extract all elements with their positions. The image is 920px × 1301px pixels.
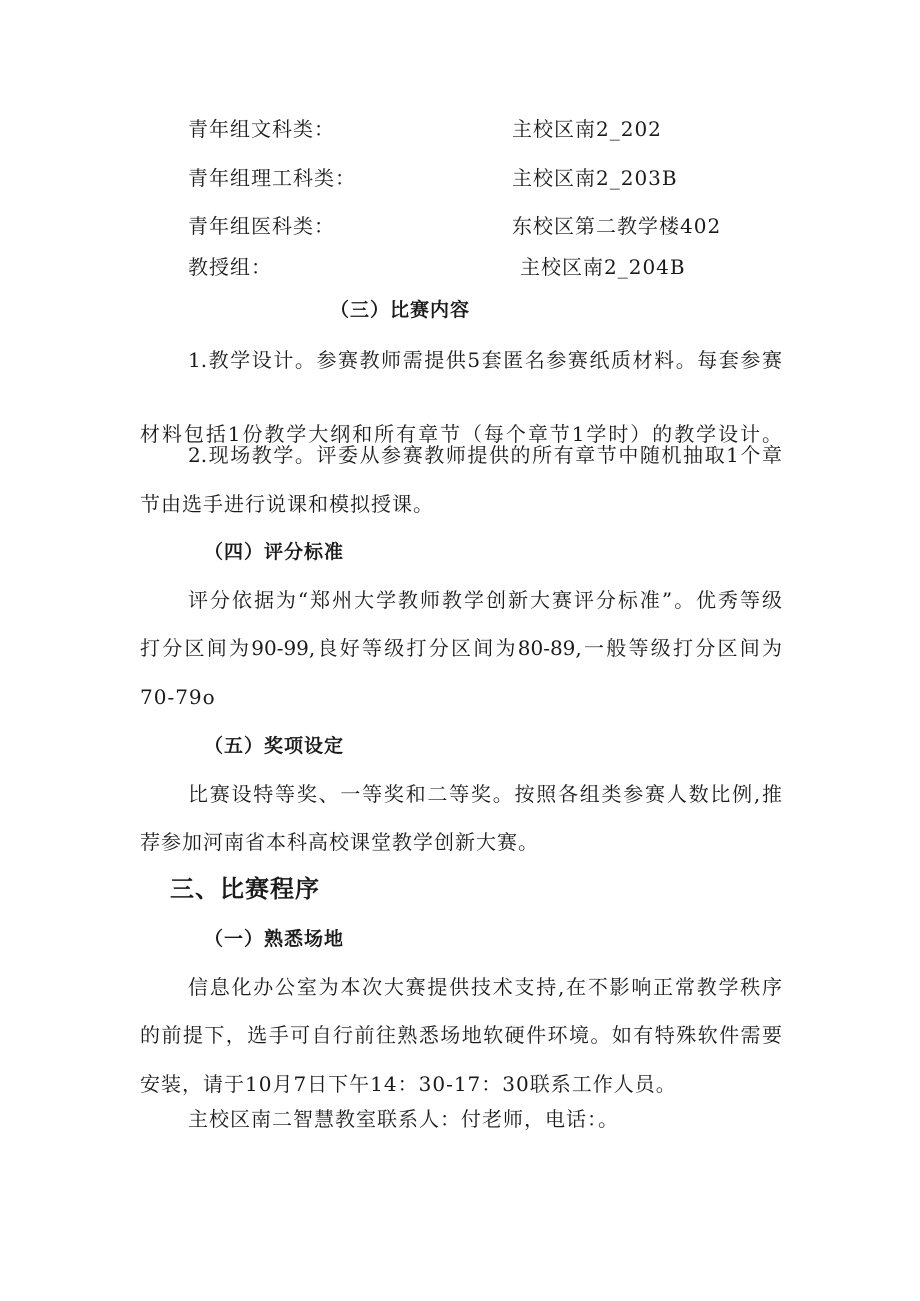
paragraph-line: 信息化办公室为本次大赛提供技术支持,在不影响正常教学秩序: [188, 975, 782, 999]
paragraph-line: 1.教学设计。参赛教师需提供5套匿名参赛纸质材料。每套参赛: [188, 348, 782, 372]
section-heading-scoring: （四）评分标准: [204, 541, 345, 563]
section-heading-awards: （五）奖项设定: [204, 735, 345, 757]
paragraph-line: 70-79o: [140, 685, 216, 709]
venue-place: 主校区南2_204B: [520, 255, 686, 279]
section-heading-venue-familiarization: （一）熟悉场地: [204, 928, 345, 950]
venue-place: 东校区第二教学楼402: [512, 214, 722, 238]
venue-group-label: 青年组理工科类：: [188, 166, 356, 190]
contact-line: 主校区南二智慧教室联系人：付老师，电话：。: [188, 1107, 619, 1131]
paragraph-line: 打分区间为90-99,良好等级打分区间为80-89,一般等级打分区间为: [140, 636, 782, 660]
paragraph-line: 安装，请于10月7日下午14：30-17：30联系工作人员。: [140, 1072, 677, 1096]
section-heading-content: （三）比赛内容: [330, 299, 471, 321]
venue-group-label: 青年组医科类：: [188, 214, 335, 238]
venue-place: 主校区南2_203B: [512, 166, 678, 190]
chapter-heading-procedure: 三、比赛程序: [170, 875, 320, 903]
paragraph-line: 的前提下，选手可自行前往熟悉场地软硬件环境。如有特殊软件需要: [140, 1023, 782, 1047]
paragraph-line: 荐参加河南省本科高校课堂教学创新大赛。: [140, 830, 539, 854]
paragraph-line: 评分依据为“郑州大学教师教学创新大赛评分标准”。优秀等级: [188, 588, 782, 612]
paragraph-line: 比赛设特等奖、一等奖和二等奖。按照各组类参赛人数比例,推: [188, 782, 782, 806]
paragraph-line: 节由选手进行说课和模拟授课。: [140, 492, 434, 516]
venue-group-label: 教授组：: [188, 255, 272, 279]
paragraph-line: 2.现场教学。评委从参赛教师提供的所有章节中随机抽取1个章: [188, 443, 782, 467]
paragraph-line: 材料包括1份教学大纲和所有章节（每个章节1学时）的教学设计。: [140, 422, 782, 446]
venue-place: 主校区南2_202: [512, 117, 662, 141]
venue-group-label: 青年组文科类：: [188, 117, 335, 141]
